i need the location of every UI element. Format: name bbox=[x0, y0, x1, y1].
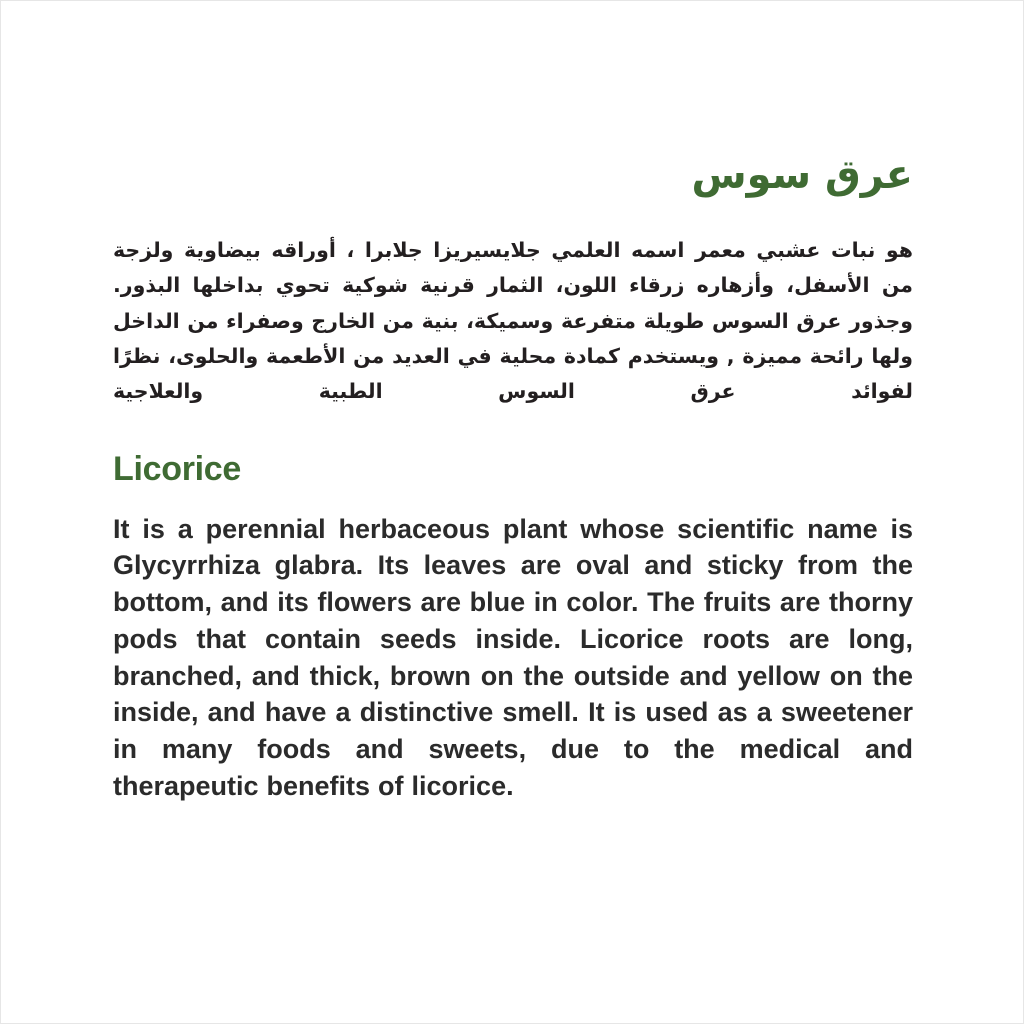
english-heading: Licorice bbox=[113, 450, 241, 489]
document-content bbox=[113, 151, 913, 804]
arabic-paragraph: هو نبات عشبي معمر اسمه العلمي جلايسيريزا جلابرا ، أوراقه بيضاوية ولزجة من الأسفل، وأزهاره زرقاء اللون، الثمار قرنية شوكية تحوي بداخلها البذور. وجذور عرق السوس طويلة متفرعة وسميكة، بنية من الخارج وصفراء من الداخل ولها رائحة مميزة , ويستخدم كمادة محلية في العديد من الأطعمة والحلوى، نظرًا لفوائد عرق السوس الطبية والعلاجية bbox=[113, 238, 913, 403]
english-paragraph: It is a perennial herbaceous plant whose scientific name is Glycyrrhiza glabra. Its leaves are oval and sticky from the bottom, and its flowers are blue in color. The fruits are thorny pods that contain seeds inside. Licorice roots are long, branched, and thick, brown on the outside and yellow on the inside, and have a distinctive smell. It is used as a sweetener in many foods and sweets, due to the medical and therapeutic benefits of licorice. bbox=[113, 513, 913, 801]
arabic-heading: عرق سوس bbox=[691, 152, 913, 198]
